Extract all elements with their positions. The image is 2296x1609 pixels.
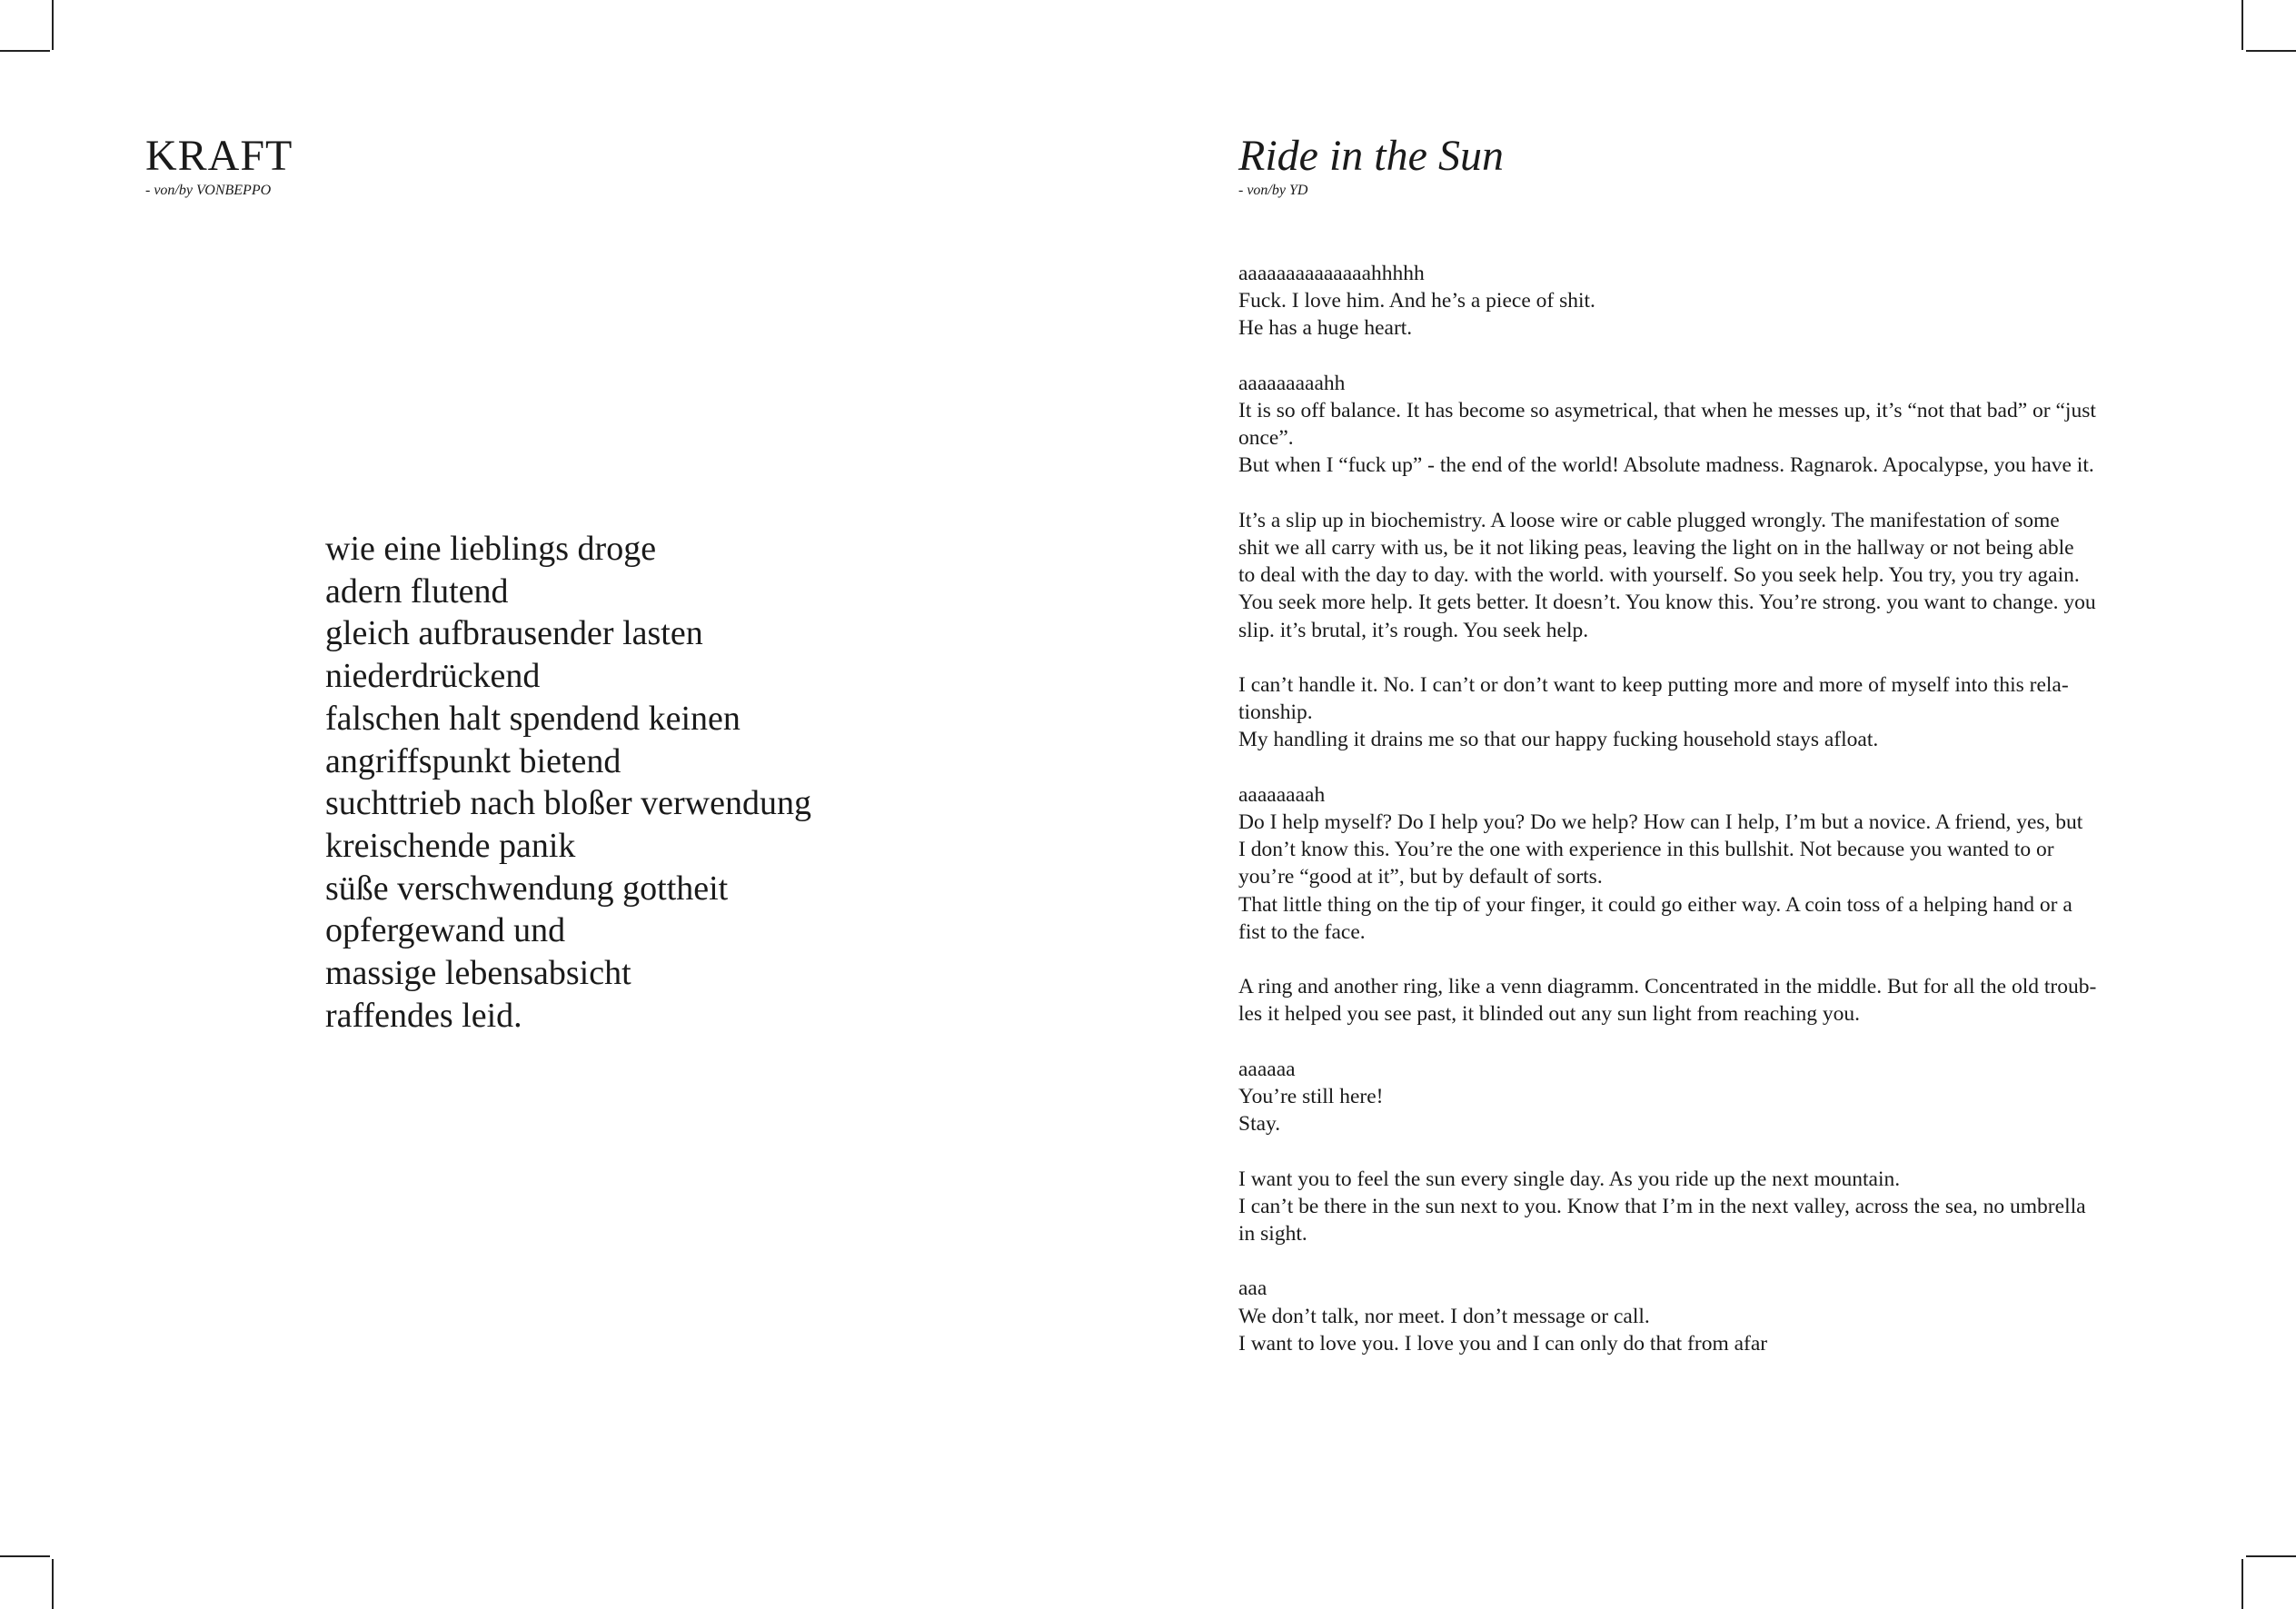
story-paragraph (1238, 671, 2156, 754)
story-line: I can’t be there in the sun next to you. Know that I’m in the next valley, across the sea, no umbrella (1238, 1194, 2086, 1218)
story-line: It’s a slip up in biochemistry. A loose wire or cable plugged wrongly. The manifestation of some (1238, 508, 2060, 532)
right-page-title: Ride in the Sun (1238, 132, 1504, 180)
story-line: He has a huge heart. (1238, 316, 1413, 341)
poem-line: süße verschwendung gottheit (325, 869, 729, 908)
story-line: A ring and another ring, like a venn diagramm. Concentrated in the middle. But for all the old troub- (1238, 975, 2097, 999)
poem-line: gleich aufbrausender lasten (325, 614, 703, 653)
left-page-byline: - von/by VONBEPPO (145, 183, 272, 198)
crop-mark-bottom-left-horizontal (0, 1555, 50, 1557)
story-line: in sight. (1238, 1222, 1307, 1246)
story-line: But when I “fuck up” - the end of the world! Absolute madness. Ragnarok. Apocalypse, you have it. (1238, 453, 2094, 478)
poem-line: wie eine lieblings droge (325, 530, 657, 568)
story-line: tionship. (1238, 700, 1313, 725)
story-line: It is so off balance. It has become so asymetrical, that when he messes up, it’s “not that bad” or “just (1238, 399, 2096, 422)
story-body (1238, 260, 2156, 1385)
story-line: shit we all carry with us, be it not liking peas, leaving the light on in the hallway or not being able (1238, 536, 2074, 560)
story-paragraph (1238, 370, 2156, 480)
story-paragraph (1238, 1056, 2156, 1138)
story-line: slip. it’s brutal, it’s rough. You seek help. (1238, 618, 1589, 642)
poem-line: angriffspunkt bietend (325, 741, 621, 780)
story-line: I don’t know this. You’re the one with experience in this bullshit. Not because you wanted to or (1238, 838, 2054, 862)
story-line: aaaaaaaaaaaaaahhhhh (1238, 262, 1425, 285)
crop-mark-bottom-left-vertical (52, 1559, 54, 1609)
poem-line: massige lebensabsicht (325, 954, 631, 993)
story-line: aaaaaa (1238, 1057, 1296, 1081)
story-line: Do I help myself? Do I help you? Do we help? How can I help, I’m but a novice. A friend, yes, but (1238, 810, 2083, 834)
crop-mark-bottom-right-vertical (2241, 1559, 2243, 1609)
story-paragraph (1238, 781, 2156, 946)
story-line: Fuck. I love him. And he’s a piece of shit. (1238, 289, 1595, 313)
story-line: to deal with the day to day. with the world. with yourself. So you seek help. You try, you try again. (1238, 563, 2080, 588)
story-line: You’re still here! (1238, 1085, 1384, 1108)
story-line: aaaaaaaaahh (1238, 371, 1346, 395)
story-paragraph (1238, 507, 2156, 644)
poem-line: kreischende panik (325, 826, 576, 865)
story-line: You seek more help. It gets better. It doesn’t. You know this. You’re strong. you want to change. you (1238, 591, 2096, 615)
poem-line: opfergewand und (325, 911, 566, 950)
story-paragraph (1238, 1275, 2156, 1357)
story-line: That little thing on the tip of your finger, it could go either way. A coin toss of a helping hand or a (1238, 892, 2072, 917)
poem-line: adern flutend (325, 571, 509, 611)
story-line: I can’t handle it. No. I can’t or don’t want to keep putting more and more of myself into this rela- (1238, 673, 2069, 697)
poem-line: niederdrückend (325, 657, 541, 696)
crop-mark-top-left-horizontal (0, 50, 50, 52)
story-paragraph (1238, 973, 2156, 1028)
crop-mark-top-right-horizontal (2246, 50, 2296, 52)
poem-line: falschen halt spendend keinen (325, 699, 740, 738)
story-line: My handling it drains me so that our happy fucking household stays afloat. (1238, 728, 1879, 752)
left-page-title: KRAFT (145, 132, 293, 180)
story-line: les it helped you see past, it blinded out any sun light from reaching you. (1238, 1002, 1860, 1027)
story-line: once”. (1238, 426, 1294, 451)
story-line: aaaaaaaah (1238, 782, 1326, 807)
poem (325, 528, 811, 1037)
crop-mark-bottom-right-horizontal (2246, 1555, 2296, 1557)
crop-mark-top-right-vertical (2241, 0, 2243, 50)
story-line: I want you to feel the sun every single day. As you ride up the next mountain. (1238, 1167, 1901, 1191)
story-paragraph (1238, 260, 2156, 343)
story-line: you’re “good at it”, but by default of sorts. (1238, 865, 1603, 889)
poem-line: raffendes leid. (325, 996, 522, 1035)
story-paragraph (1238, 1166, 2156, 1248)
right-page-byline: - von/by YD (1238, 183, 1308, 198)
story-line: We don’t talk, nor meet. I don’t message or call. (1238, 1304, 1650, 1328)
story-line: fist to the face. (1238, 919, 1366, 944)
story-line: aaa (1238, 1276, 1267, 1301)
story-line: Stay. (1238, 1112, 1281, 1137)
crop-mark-top-left-vertical (52, 0, 54, 50)
story-line: I want to love you. I love you and I can only do that from afar (1238, 1331, 1768, 1356)
poem-line: suchttrieb nach bloßer verwendung (325, 784, 811, 823)
